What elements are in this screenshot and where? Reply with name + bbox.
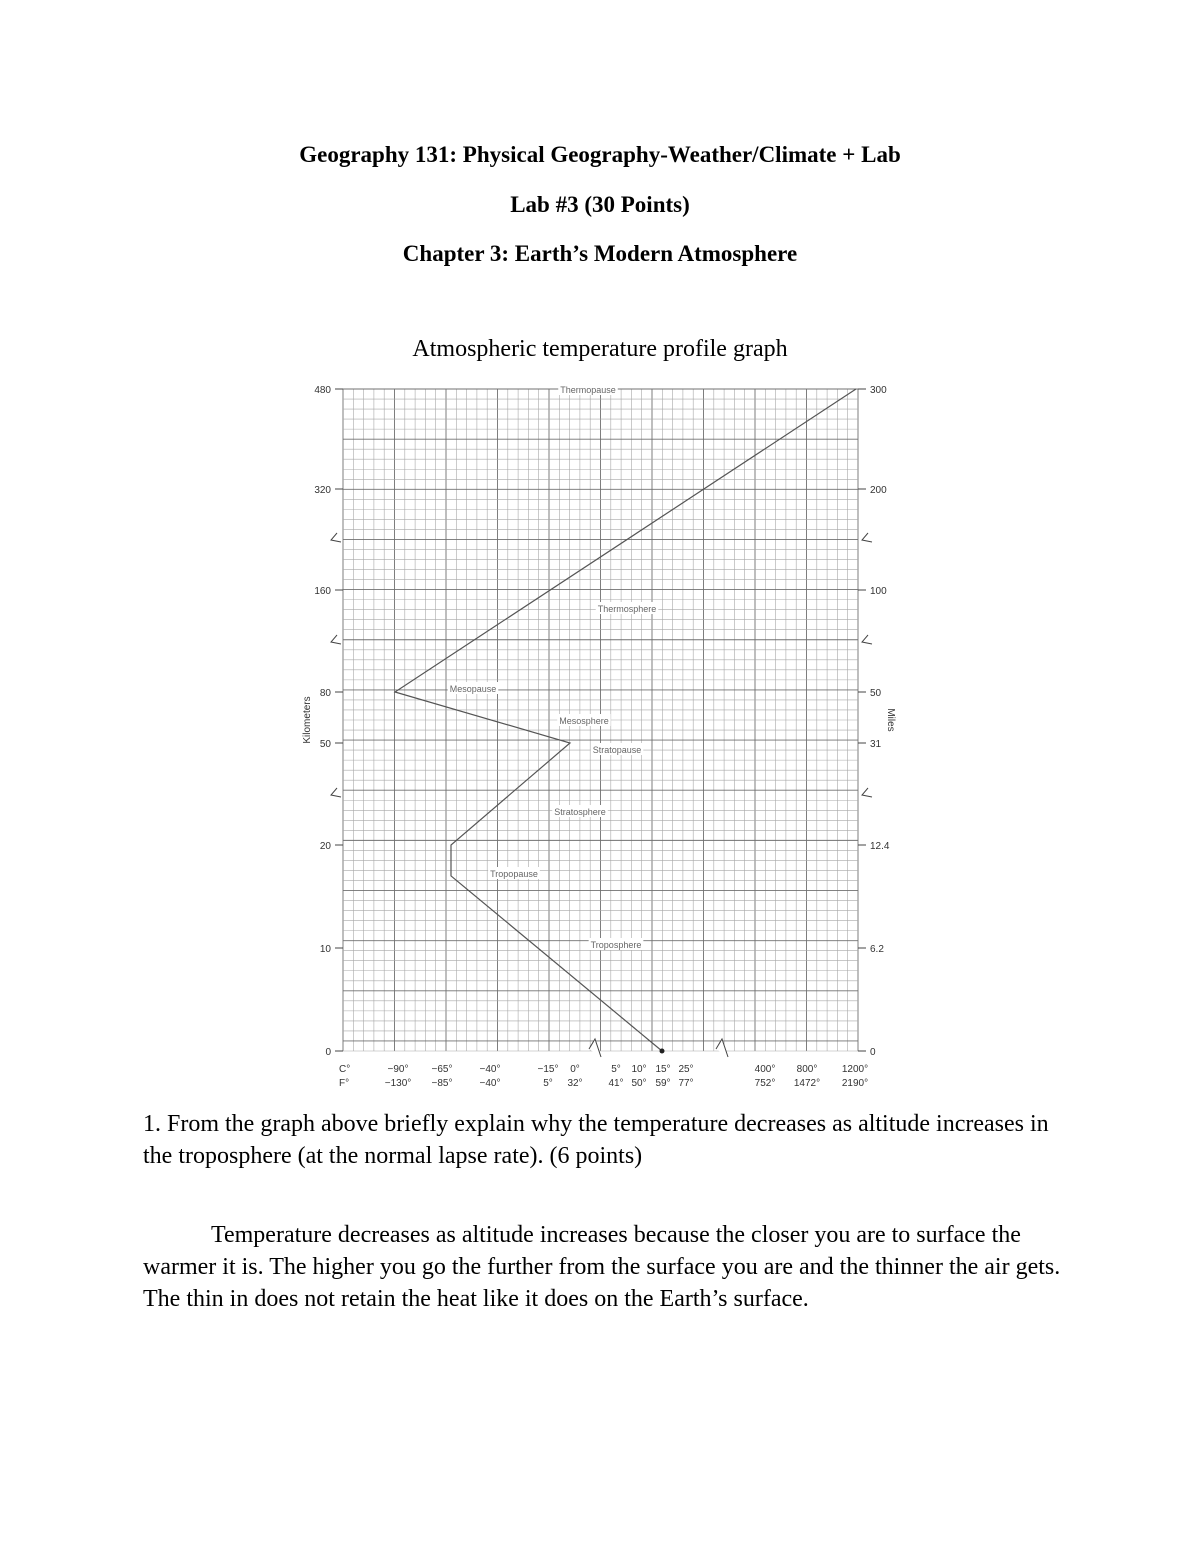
x-tick-label-f: 41° — [608, 1078, 624, 1089]
y-tick-label-miles: 0 — [870, 1047, 876, 1058]
y-tick-label-miles: 31 — [870, 739, 882, 750]
y-tick-label-miles: 12.4 — [870, 841, 890, 852]
annotation-label: Thermopause — [560, 385, 616, 395]
axis-break-left — [331, 788, 341, 797]
chart-annotations — [448, 383, 659, 950]
annotation-label: Mesopause — [449, 684, 497, 694]
chart-series-layer — [395, 389, 856, 1054]
x-tick-label-f: 50° — [631, 1078, 647, 1089]
temperature-profile-chart — [290, 375, 910, 1095]
x-tick-label-f: 1472° — [793, 1078, 821, 1089]
x-tick-label-c: 400° — [754, 1064, 776, 1075]
x-tick-label-c: −15° — [537, 1064, 559, 1075]
axis-break-x — [716, 1039, 728, 1057]
x-tick-label-f: −85° — [431, 1078, 453, 1089]
chapter-title: Chapter 3: Earth’s Modern Atmosphere — [402, 241, 798, 266]
answer-1: Temperature decreases as altitude increases because the closer you are to surface the warmer it is. The higher you go the further from the surface you are and the thinner the air gets. The thin in does not retain the heat like it does on the Earth’s surface. — [143, 1222, 1061, 1312]
x-tick-label-c: 800° — [796, 1064, 818, 1075]
y-axis-label: Kilometers — [302, 696, 313, 744]
x-tick-label-f: 59° — [655, 1078, 671, 1089]
y-tick-label-km: 480 — [314, 385, 331, 396]
axis-break-right — [862, 533, 872, 542]
y-tick-label-km: 160 — [314, 586, 331, 597]
x-row-label: F° — [339, 1078, 350, 1089]
x-tick-label-c: 5° — [611, 1064, 621, 1075]
axis-break-right — [862, 635, 872, 644]
annotation-label: Thermosphere — [597, 604, 657, 614]
y-tick-label-miles: 300 — [870, 385, 887, 396]
y-tick-label-miles: 100 — [870, 586, 887, 597]
question-1: 1. From the graph above briefly explain why the temperature decreases as altitude increases in the troposphere (at the normal lapse rate). (6 points) — [143, 1111, 1049, 1169]
axis-break-x — [589, 1039, 601, 1057]
y-tick-label-km: 0 — [325, 1047, 331, 1058]
y-tick-label-km: 320 — [314, 485, 331, 496]
annotation-label: Stratosphere — [554, 807, 606, 817]
y-tick-label-km: 10 — [319, 944, 331, 955]
x-tick-label-f: 5° — [543, 1078, 553, 1089]
annotation-label: Mesosphere — [559, 716, 609, 726]
x-tick-label-c: 15° — [655, 1064, 671, 1075]
annotation-label: Troposphere — [590, 940, 642, 950]
data-point — [660, 1049, 665, 1054]
y-tick-label-miles: 50 — [870, 688, 882, 699]
x-tick-label-f: −40° — [479, 1078, 501, 1089]
y-tick-label-miles: 6.2 — [870, 944, 884, 955]
x-tick-label-c: −40° — [479, 1064, 501, 1075]
x-tick-label-c: −65° — [431, 1064, 453, 1075]
y-tick-label-km: 20 — [319, 841, 331, 852]
x-tick-label-c: 25° — [678, 1064, 694, 1075]
x-tick-label-f: 32° — [567, 1078, 583, 1089]
y-tick-label-km: 50 — [319, 739, 331, 750]
y-tick-label-km: 80 — [319, 688, 331, 699]
x-row-label: C° — [339, 1064, 351, 1075]
annotation-label: Tropopause — [490, 869, 538, 879]
x-tick-label-f: 2190° — [841, 1078, 869, 1089]
axis-break-left — [331, 635, 341, 644]
annotation-label: Stratopause — [592, 745, 642, 755]
x-tick-label-c: 10° — [631, 1064, 647, 1075]
x-tick-label-c: 1200° — [841, 1064, 869, 1075]
lab-title: Lab #3 (30 Points) — [510, 192, 690, 217]
graph-caption: Atmospheric temperature profile graph — [412, 336, 788, 362]
y2-axis-label: Miles — [885, 708, 896, 732]
course-title: Geography 131: Physical Geography-Weather/Climate + Lab — [299, 142, 901, 167]
x-tick-label-f: −130° — [384, 1078, 412, 1089]
y-tick-label-miles: 200 — [870, 485, 887, 496]
x-tick-label-f: 752° — [754, 1078, 776, 1089]
x-tick-label-c: 0° — [570, 1064, 580, 1075]
x-tick-label-c: −90° — [387, 1064, 409, 1075]
x-tick-label-f: 77° — [678, 1078, 694, 1089]
axis-break-right — [862, 788, 872, 797]
axis-break-left — [331, 533, 341, 542]
